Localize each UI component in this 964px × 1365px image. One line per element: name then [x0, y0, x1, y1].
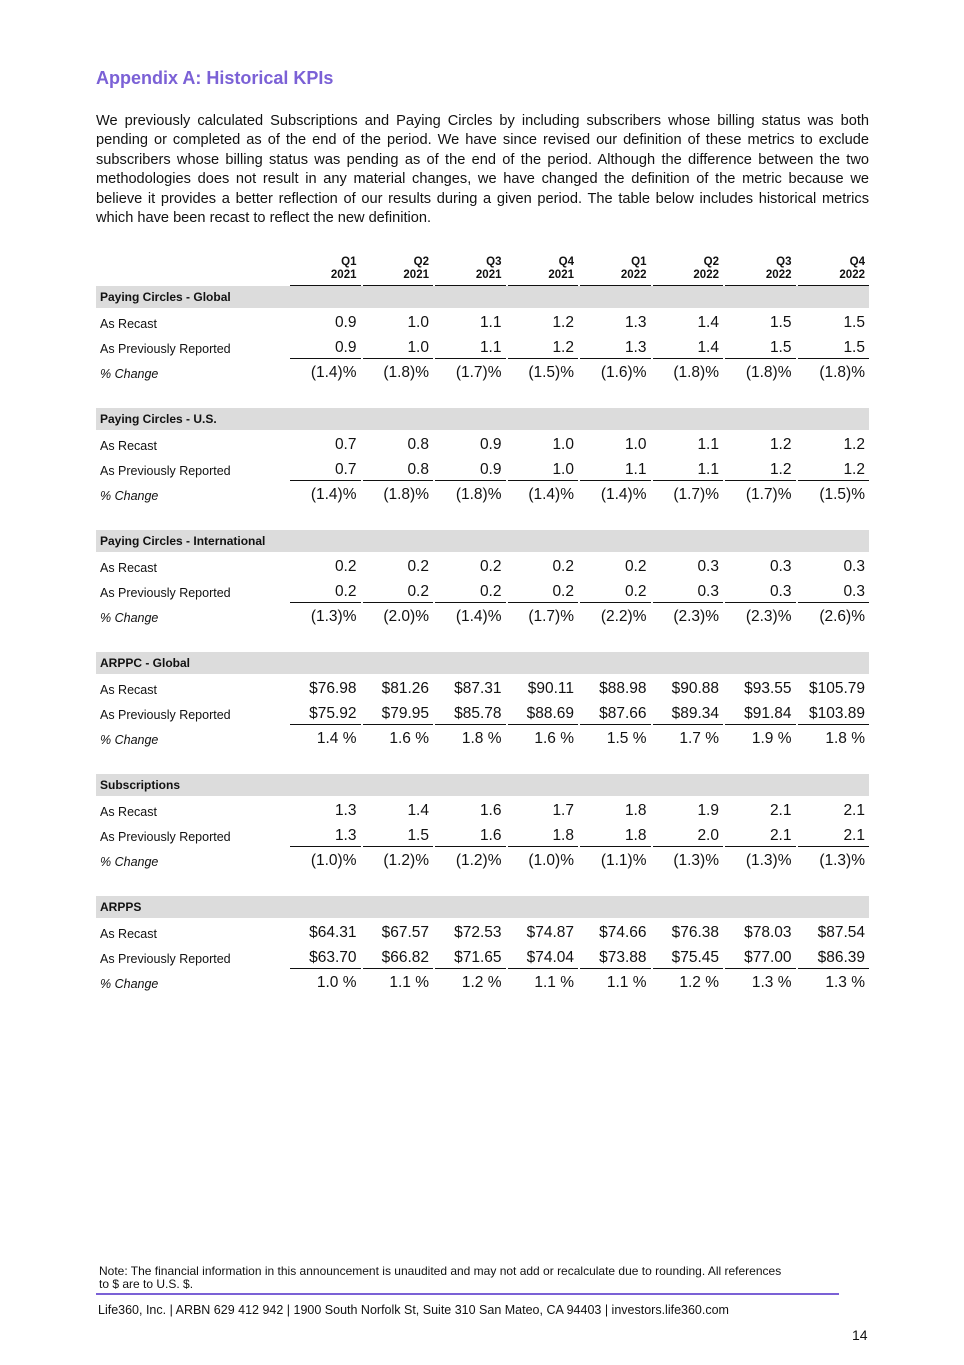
row-recast-label: As Recast: [100, 683, 157, 697]
column-quarter: Q1: [631, 256, 647, 268]
column-year: 2021: [548, 269, 574, 281]
table-cell: 1.0: [362, 333, 435, 358]
table-cell: 0.9: [434, 430, 507, 455]
table-cell: $79.95: [362, 699, 435, 724]
table-cell: $89.34: [652, 699, 725, 724]
table-cell: $103.89: [797, 699, 870, 724]
section-title: Paying Circles - Global: [96, 286, 869, 309]
table-cell: 1.6: [434, 821, 507, 846]
column-year: 2021: [330, 269, 357, 281]
section-title: ARPPC - Global: [96, 652, 869, 674]
table-cell: 1.1 %: [579, 968, 652, 993]
table-row: [96, 943, 869, 968]
table-cell: (2.6)%: [797, 602, 870, 627]
column-header: [652, 256, 725, 286]
table-cell: $67.57: [362, 918, 435, 943]
column-quarter: Q2: [413, 256, 429, 268]
table-cell: 1.9 %: [724, 724, 797, 749]
table-cell: 1.0: [579, 430, 652, 455]
table-cell: 1.1 %: [507, 968, 580, 993]
table-cell: $77.00: [724, 943, 797, 968]
table-cell: (1.4)%: [434, 602, 507, 627]
table-cell: $87.54: [797, 918, 870, 943]
table-row: [96, 821, 869, 846]
table-cell: 0.2: [434, 552, 507, 577]
table-cell: (1.8)%: [434, 480, 507, 505]
table-cell: 1.3: [579, 308, 652, 333]
table-cell: 1.4: [652, 333, 725, 358]
table-cell: $81.26: [362, 674, 435, 699]
table-cell: 1.7 %: [652, 724, 725, 749]
table-row: [96, 552, 869, 577]
table-row: [96, 968, 869, 993]
column-header: [724, 256, 797, 286]
table-cell: 1.9: [652, 796, 725, 821]
table-cell: 1.3: [289, 796, 362, 821]
footer-divider: [96, 1293, 839, 1295]
table-cell: 1.0 %: [289, 968, 362, 993]
table-row: [96, 430, 869, 455]
column-year: 2022: [620, 269, 647, 281]
table-cell: 0.9: [434, 455, 507, 480]
row-change-label: % Change: [100, 733, 159, 747]
table-cell: 0.9: [289, 333, 362, 358]
table-cell: (1.8)%: [724, 358, 797, 383]
section-spacer: [96, 871, 869, 896]
table-cell: 0.8: [362, 430, 435, 455]
table-cell: (1.3)%: [289, 602, 362, 627]
table-cell: $87.66: [579, 699, 652, 724]
table-cell: 2.1: [724, 821, 797, 846]
table-cell: $66.82: [362, 943, 435, 968]
row-change-label: % Change: [100, 489, 159, 503]
section-header-row: [96, 896, 869, 918]
table-cell: $88.98: [579, 674, 652, 699]
table-cell: 1.4 %: [289, 724, 362, 749]
section-header-row: [96, 286, 869, 309]
table-cell: 0.2: [289, 552, 362, 577]
table-cell: 1.0: [362, 308, 435, 333]
row-recast-label: As Recast: [100, 927, 157, 941]
table-cell: $85.78: [434, 699, 507, 724]
table-cell: (1.4)%: [289, 358, 362, 383]
table-cell: 0.2: [434, 577, 507, 602]
section-header-row: [96, 408, 869, 430]
kpi-table: [96, 256, 869, 993]
table-cell: 0.9: [289, 308, 362, 333]
table-row: [96, 333, 869, 358]
table-cell: 1.0: [507, 430, 580, 455]
header-blank: [96, 256, 289, 286]
column-header: [507, 256, 580, 286]
row-change-label: % Change: [100, 611, 159, 625]
row-previous-label: As Previously Reported: [100, 586, 231, 600]
table-cell: $90.11: [507, 674, 580, 699]
table-cell: (1.2)%: [362, 846, 435, 871]
row-previous-label: As Previously Reported: [100, 342, 231, 356]
section-header-row: [96, 652, 869, 674]
table-cell: 1.4: [362, 796, 435, 821]
table-cell: $76.98: [289, 674, 362, 699]
table-row: [96, 480, 869, 505]
table-cell: 1.4: [652, 308, 725, 333]
table-cell: (1.3)%: [652, 846, 725, 871]
column-header: [362, 256, 435, 286]
table-cell: $72.53: [434, 918, 507, 943]
page-title: Appendix A: Historical KPIs: [96, 68, 334, 88]
table-cell: 1.1: [652, 430, 725, 455]
table-cell: 1.2: [507, 308, 580, 333]
section-title: Paying Circles - U.S.: [96, 408, 869, 430]
intro-paragraph: We previously calculated Subscriptions and Paying Circles by including subscribers whose billing status was both pending or completed as of the end of the period. We have since revised our definition of these metrics to exclude subscribers whose billing status was pending as of the end of the period. Although the difference between the two methodologies does not result in any material changes, we have changed the definition of the metric because we believe it provides a better reflection of our results during a given period. The table below includes historical metrics which have been recast to reflect the new definition.: [96, 113, 869, 227]
table-cell: 1.8: [507, 821, 580, 846]
row-previous-label: As Previously Reported: [100, 708, 231, 722]
row-change-label: % Change: [100, 367, 159, 381]
column-year: 2021: [475, 269, 502, 281]
table-cell: $93.55: [724, 674, 797, 699]
table-cell: (1.7)%: [434, 358, 507, 383]
table-cell: 1.5: [362, 821, 435, 846]
table-row: [96, 455, 869, 480]
column-year: 2022: [765, 269, 792, 281]
table-cell: 0.2: [362, 552, 435, 577]
table-cell: 1.2: [724, 430, 797, 455]
table-cell: 1.3: [289, 821, 362, 846]
table-cell: 0.2: [507, 577, 580, 602]
table-cell: (1.4)%: [507, 480, 580, 505]
table-cell: (1.8)%: [652, 358, 725, 383]
table-cell: 1.1: [434, 333, 507, 358]
row-recast-label: As Recast: [100, 317, 157, 331]
table-cell: 1.1: [434, 308, 507, 333]
table-cell: 1.2 %: [434, 968, 507, 993]
table-cell: 1.2: [797, 430, 870, 455]
table-cell: $105.79: [797, 674, 870, 699]
column-year: 2022: [693, 269, 719, 281]
column-year: 2022: [839, 269, 865, 281]
table-cell: 0.3: [652, 552, 725, 577]
column-quarter: Q3: [486, 256, 502, 268]
table-cell: 0.3: [724, 577, 797, 602]
table-cell: (1.8)%: [362, 480, 435, 505]
table-cell: (1.3)%: [724, 846, 797, 871]
table-cell: 0.3: [724, 552, 797, 577]
section-spacer: [96, 627, 869, 652]
table-cell: 1.2 %: [652, 968, 725, 993]
row-change-label: % Change: [100, 855, 159, 869]
row-previous-label: As Previously Reported: [100, 464, 231, 478]
table-cell: 0.2: [362, 577, 435, 602]
table-row: [96, 308, 869, 333]
table-cell: 1.5: [724, 333, 797, 358]
footer-text: Life360, Inc. | ARBN 629 412 942 | 1900 South Norfolk St, Suite 310 San Mateo, CA 94403 | investors.life360.com: [98, 1303, 729, 1317]
column-quarter: Q4: [849, 256, 865, 268]
table-cell: (2.0)%: [362, 602, 435, 627]
table-cell: $64.31: [289, 918, 362, 943]
table-cell: (1.8)%: [797, 358, 870, 383]
table-row: [96, 674, 869, 699]
table-cell: (2.3)%: [724, 602, 797, 627]
table-cell: (1.0)%: [289, 846, 362, 871]
table-cell: (1.5)%: [797, 480, 870, 505]
table-cell: 0.7: [289, 430, 362, 455]
table-cell: (2.2)%: [579, 602, 652, 627]
column-quarter: Q2: [703, 256, 719, 268]
column-header: [434, 256, 507, 286]
table-cell: 0.3: [797, 577, 870, 602]
table-cell: (1.4)%: [579, 480, 652, 505]
table-cell: 1.2: [507, 333, 580, 358]
table-cell: 1.1: [579, 455, 652, 480]
table-cell: 1.3 %: [724, 968, 797, 993]
table-cell: $75.45: [652, 943, 725, 968]
table-row: [96, 918, 869, 943]
row-previous-label: As Previously Reported: [100, 830, 231, 844]
table-cell: 1.0: [507, 455, 580, 480]
table-cell: 1.6 %: [507, 724, 580, 749]
table-row: [96, 846, 869, 871]
table-cell: 2.1: [797, 821, 870, 846]
table-cell: $74.04: [507, 943, 580, 968]
table-cell: $75.92: [289, 699, 362, 724]
table-cell: (1.1)%: [579, 846, 652, 871]
section-title: Subscriptions: [96, 774, 869, 796]
page-number: 14: [852, 1327, 868, 1343]
table-cell: 0.3: [797, 552, 870, 577]
table-cell: 0.3: [652, 577, 725, 602]
table-cell: 2.1: [797, 796, 870, 821]
row-recast-label: As Recast: [100, 805, 157, 819]
table-cell: $73.88: [579, 943, 652, 968]
section-title: Paying Circles - International: [96, 530, 869, 552]
table-cell: 1.8 %: [797, 724, 870, 749]
section-header-row: [96, 774, 869, 796]
row-previous-label: As Previously Reported: [100, 952, 231, 966]
table-cell: 1.1 %: [362, 968, 435, 993]
table-cell: 1.5: [797, 308, 870, 333]
column-header: [579, 256, 652, 286]
section-title: ARPPS: [96, 896, 869, 918]
table-cell: (1.3)%: [797, 846, 870, 871]
table-cell: $74.66: [579, 918, 652, 943]
table-cell: $91.84: [724, 699, 797, 724]
table-cell: (1.2)%: [434, 846, 507, 871]
section-header-row: [96, 530, 869, 552]
column-header: [289, 256, 362, 286]
table-cell: $78.03: [724, 918, 797, 943]
table-cell: $88.69: [507, 699, 580, 724]
table-header-row: [96, 256, 869, 286]
table-row: [96, 724, 869, 749]
table-row: [96, 699, 869, 724]
table-cell: (1.7)%: [652, 480, 725, 505]
table-cell: $86.39: [797, 943, 870, 968]
table-cell: 0.2: [289, 577, 362, 602]
table-cell: 1.6: [434, 796, 507, 821]
row-change-label: % Change: [100, 977, 159, 991]
section-spacer: [96, 505, 869, 530]
table-cell: (2.3)%: [652, 602, 725, 627]
table-cell: 2.1: [724, 796, 797, 821]
table-cell: $76.38: [652, 918, 725, 943]
table-cell: 1.7: [507, 796, 580, 821]
footnote: Note: The financial information in this announcement is unaudited and may not add or recalculate due to rounding. All references to $ are to U.S. $.: [99, 1264, 782, 1291]
table-cell: 1.3: [579, 333, 652, 358]
table-row: [96, 796, 869, 821]
table-cell: $71.65: [434, 943, 507, 968]
table-cell: 1.3 %: [797, 968, 870, 993]
table-cell: 0.7: [289, 455, 362, 480]
table-cell: $63.70: [289, 943, 362, 968]
column-quarter: Q1: [341, 256, 357, 268]
table-cell: $87.31: [434, 674, 507, 699]
row-recast-label: As Recast: [100, 439, 157, 453]
table-cell: 1.2: [724, 455, 797, 480]
table-cell: 1.8: [579, 821, 652, 846]
section-spacer: [96, 749, 869, 774]
table-cell: 0.8: [362, 455, 435, 480]
table-cell: (1.5)%: [507, 358, 580, 383]
table-cell: 2.0: [652, 821, 725, 846]
table-cell: 0.2: [579, 577, 652, 602]
table-row: [96, 602, 869, 627]
table-cell: (1.7)%: [507, 602, 580, 627]
table-row: [96, 577, 869, 602]
table-cell: 1.1: [652, 455, 725, 480]
table-cell: 1.6 %: [362, 724, 435, 749]
table-cell: (1.6)%: [579, 358, 652, 383]
table-cell: 1.5 %: [579, 724, 652, 749]
table-cell: 0.2: [507, 552, 580, 577]
column-header: [797, 256, 870, 286]
table-cell: 1.5: [724, 308, 797, 333]
table-cell: (1.0)%: [507, 846, 580, 871]
table-cell: (1.8)%: [362, 358, 435, 383]
table-cell: (1.7)%: [724, 480, 797, 505]
table-cell: $74.87: [507, 918, 580, 943]
table-cell: 0.2: [579, 552, 652, 577]
table-cell: $90.88: [652, 674, 725, 699]
table-cell: 1.8: [579, 796, 652, 821]
column-year: 2021: [403, 269, 429, 281]
table-cell: 1.8 %: [434, 724, 507, 749]
section-spacer: [96, 383, 869, 408]
table-cell: 1.2: [797, 455, 870, 480]
column-quarter: Q3: [776, 256, 792, 268]
table-row: [96, 358, 869, 383]
column-quarter: Q4: [558, 256, 574, 268]
row-recast-label: As Recast: [100, 561, 157, 575]
table-body: [96, 286, 869, 994]
table-cell: 1.5: [797, 333, 870, 358]
table-cell: (1.4)%: [289, 480, 362, 505]
